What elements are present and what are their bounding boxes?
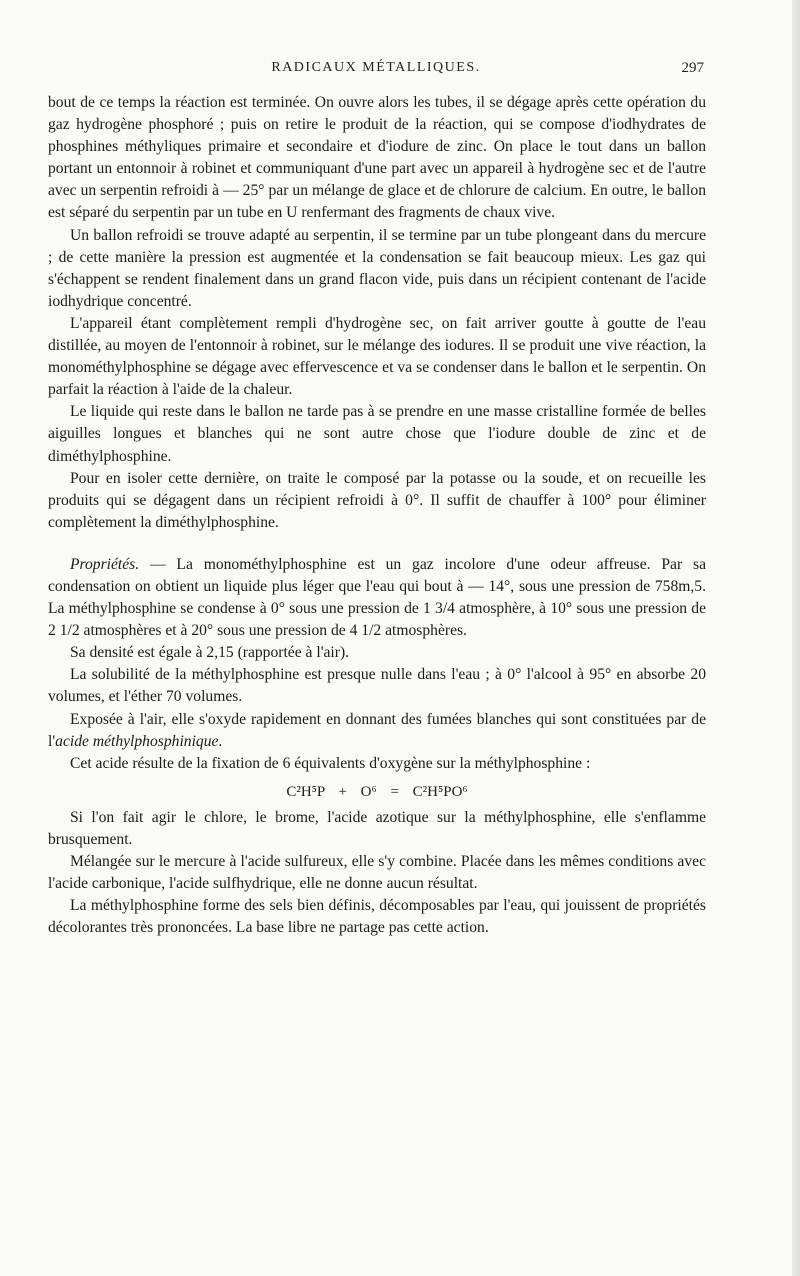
paragraph-solubility: La solubilité de la méthylphosphine est presque nulle dans l'eau ; à 0° l'alcool à 95° en absorbe 20 volumes, et l'éther 70 volumes.	[48, 666, 706, 706]
body-text	[48, 92, 706, 939]
air-text: Exposée à l'air, elle s'oxyde rapidement en donnant des fumées blanches qui sont constituées par de l'	[48, 710, 706, 750]
page-edge	[792, 0, 800, 1276]
paragraph-properties	[48, 554, 706, 642]
section-heading-properties: Propriétés.	[70, 555, 140, 573]
paragraph-residue: Le liquide qui reste dans le ballon ne tarde pas à se prendre en une masse cristalline formée de belles aiguilles longues et blanches qui ne sont autre chose que l'iodure double de zinc et de diméthylphosphine.	[48, 403, 706, 465]
acid-name: acide méthylphosphinique	[55, 732, 219, 750]
paragraph-isolation: Pour en isoler cette dernière, on traite le composé par la potasse ou la soude, et on recueille les produits qui se dégagent dans un récipient refroidi à 0°. Il suffit de chauffer à 100° pour éliminer complètement la diméthylphosphine.	[48, 469, 706, 531]
paragraph-condenser: Un ballon refroidi se trouve adapté au serpentin, il se termine par un tube plongeant dans du mercure ; de cette manière la pression est augmentée et la condensation se fait beaucoup mieux. Les gaz qui s'échappent se rendent finalement dans un grand flacon vide, puis dans un récipient contenant de l'acide iodhydrique concentré.	[48, 226, 706, 310]
running-header	[48, 60, 704, 84]
paragraph-mercury: Mélangée sur le mercure à l'acide sulfureux, elle s'y combine. Placée dans les mêmes conditions avec l'acide carbonique, l'acide sulfhydrique, elle ne donne aucun résultat.	[48, 853, 706, 893]
properties-intro: — La monométhylphosphine est un gaz incolore d'une odeur affreuse. Par sa condensation on obtient un liquide plus léger que l'eau qui bout à — 14°, sous une pression de 758m,5. La méthylphosphine se condense à 0° sous une pression de 1 3/4 atmosphère, à 10° sous une pression de 2 1/2 atmosphères et à 20° sous une pression de 4 1/2 atmosphères.	[48, 555, 706, 640]
section-gap	[48, 534, 706, 554]
paragraph-chlorine: Si l'on fait agir le chlore, le brome, l'acide azotique sur la méthylphosphine, elle s'enflamme brusquement.	[48, 808, 706, 848]
paragraph-acid-formation: Cet acide résulte de la fixation de 6 équivalents d'oxygène sur la méthylphosphine :	[70, 754, 591, 772]
paragraph-reaction: L'appareil étant complètement rempli d'hydrogène sec, on fait arriver goutte à goutte de l'eau distillée, au moyen de l'entonnoir à robinet, sur le mélange des iodures. Il se produit une vive réaction, la monométhylphosphine se dégage avec effervescence et va se condenser dans le ballon et le serpentin. On parfait la réaction à l'aide de la chaleur.	[48, 314, 706, 399]
paragraph-air-oxidation	[48, 709, 706, 753]
chemical-formula: C²H⁵P + O⁶ = C²H⁵PO⁶	[286, 783, 468, 800]
running-title: RADICAUX MÉTALLIQUES.	[271, 60, 481, 75]
paragraph-salts: La méthylphosphine forme des sels bien définis, décomposables par l'eau, qui jouissent de propriétés décolorantes très prononcées. La base libre ne partage pas cette action.	[48, 897, 706, 937]
paragraph-continuation: bout de ce temps la réaction est terminée. On ouvre alors les tubes, il se dégage après cette opération du gaz hydrogène phosphoré ; puis on retire le produit de la réaction, qui se compose d'iodhydrates de phosphines méthyliques primaire et secondaire et d'iodure de zinc. On place le tout dans un ballon portant un entonnoir à robinet et communiquant d'une part avec un appareil à hydrogène sec et de l'autre avec un serpentin refroidi à — 25° par un mélange de glace et de chlorure de calcium. En outre, le ballon est séparé du serpentin par un tube en U renfermant des fragments de chaux vive.	[48, 94, 706, 222]
page-number: 297	[681, 60, 704, 76]
air-end: .	[218, 732, 223, 750]
paragraph-density: Sa densité est égale à 2,15 (rapportée à l'air).	[70, 644, 350, 662]
